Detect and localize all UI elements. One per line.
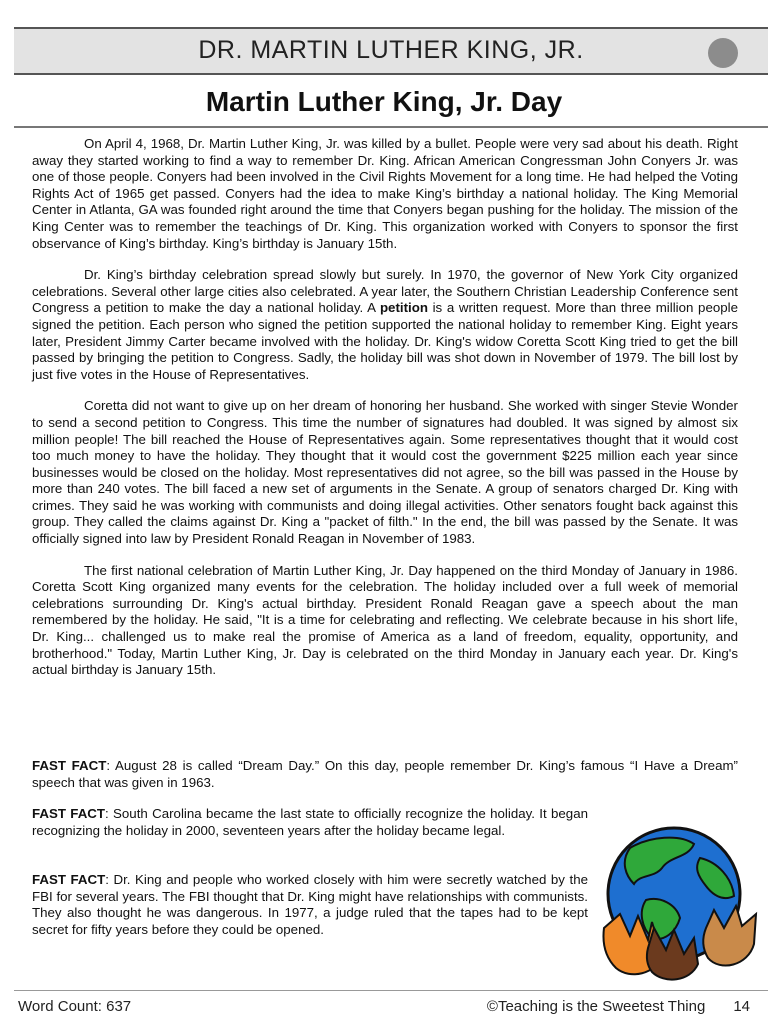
paragraph-2-text-a: Dr. King’s birthday celebration spread slowly but surely. In 1970, the governor of New York City organized celebrations. Several other large cities also celebrated. A year later, the Southern Christian Leadership Conference sent Congress a petition to make the day a national holiday. A [32,267,738,316]
paragraph-4: The first national celebration of Martin Luther King, Jr. Day happened on the third Monday of January in 1986. Coretta Scott King organized many events for the celebration. The holiday included over a full week of memorial celebrations surrounding Dr. King's actual birthday. President Ronald Reagan gave a speech about the man remembered by the holiday. He said, "It is a time for celebrating and reflecting. We celebrate because in his short life, Dr. King... challenged us to make real the promise of America as a land of freedom, equality, opportunity, and brotherhood." Today, Martin Luther King, Jr. Day is celebrated on the third Monday in January each year. Dr. King's actual birthday is January 15th. [32,562,738,678]
header-circle-icon [708,38,738,68]
fast-fact-text: : South Carolina became the last state to officially recognize the holiday. It began recognizing the holiday in 2000, seventeen years after the holiday became legal. [32,806,588,838]
fast-fact-2 [32,806,588,839]
footer-divider [14,990,768,991]
paragraph-2 [32,267,738,383]
fast-fact-3 [32,872,588,938]
word-count: Word Count: 637 [18,998,132,1015]
divider [14,126,768,128]
page-number: 14 [733,998,750,1015]
paragraph-2-text-b: is a written request. More than three million people signed the petition. Each person who signed the petition supported the national holiday to remember King. Eight years later, President Jimmy Carter became involved with the holiday. Dr. King's widow Coretta Scott King tried to get the bill passed by bringing the petition to Congress. Sadly, the holiday bill was shot down in November of 1979. The bill lost by just five votes in the House of Representatives. [32,300,738,382]
footer-credit [487,998,750,1015]
paragraph-3: Coretta did not want to give up on her dream of honoring her husband. She worked with singer Stevie Wonder to send a second petition to Congress. This time the number of signatures had doubled. It was signed by almost six million people! The bill reached the House of Representatives again. Some representatives thought that it would cost too much money to have the holiday. They thought that it would cost the government $225 million each year since businesses would be closed on the holiday. Most representatives did not agree, so the bill was passed in the House by more than 240 votes. The bill faced a new set of arguments in the Senate. A group of senators charged Dr. King with crimes. They said he was working with communists and doing illegal activities. Other senators fought back against this group. They called the claims against Dr. King a "packet of filth." In the end, the bill was passed by the Senate. It was officially signed into law by President Ronald Reagan in November of 1983. [32,398,738,547]
header-kicker: DR. MARTIN LUTHER KING, JR. [198,36,584,64]
fast-fact-label: FAST FACT [32,806,106,821]
fast-fact-text: : August 28 is called “Dream Day.” On this day, people remember Dr. King’s famous “I Have a Dream” speech that was given in 1963. [32,758,738,790]
globe-with-hands-icon [590,818,766,986]
page-title: Martin Luther King, Jr. Day [205,86,563,117]
fast-fact-text: : Dr. King and people who worked closely with him were secretly watched by the FBI for several years. The FBI thought that Dr. King might have relationships with communists. They also thought he was dangerous. In 1977, a judge ruled that the tapes had to be kept secret for fifty years before they could be opened. [32,872,588,937]
fast-fact-label: FAST FACT [32,872,106,887]
term-petition: petition [379,300,428,316]
paragraph-1: On April 4, 1968, Dr. Martin Luther King, Jr. was killed by a bullet. People were very sad about his death. Right away they started working to find a way to remember Dr. King. African American Congressman John Conyers Jr. was one of those people. Conyers had been involved in the Civil Rights Movement for a long time. He had helped the Voting Rights Act of 1965 get passed. Conyers had the idea to make King’s birthday a national holiday. The King Memorial Center in Atlanta, GA was founded right around the time that Conyers began pushing for the holiday. The mission of the King Center was to remember the teachings of Dr. King. This organization worked with Conyers to sponsor the first observance of King’s birthday. King’s birthday is January 15th. [32,136,738,251]
fast-fact-label: FAST FACT [32,758,107,773]
article-body [32,136,738,694]
header-band [14,27,768,75]
credit-text: ©Teaching is the Sweetest Thing [486,998,706,1015]
fast-fact-1 [32,758,738,791]
